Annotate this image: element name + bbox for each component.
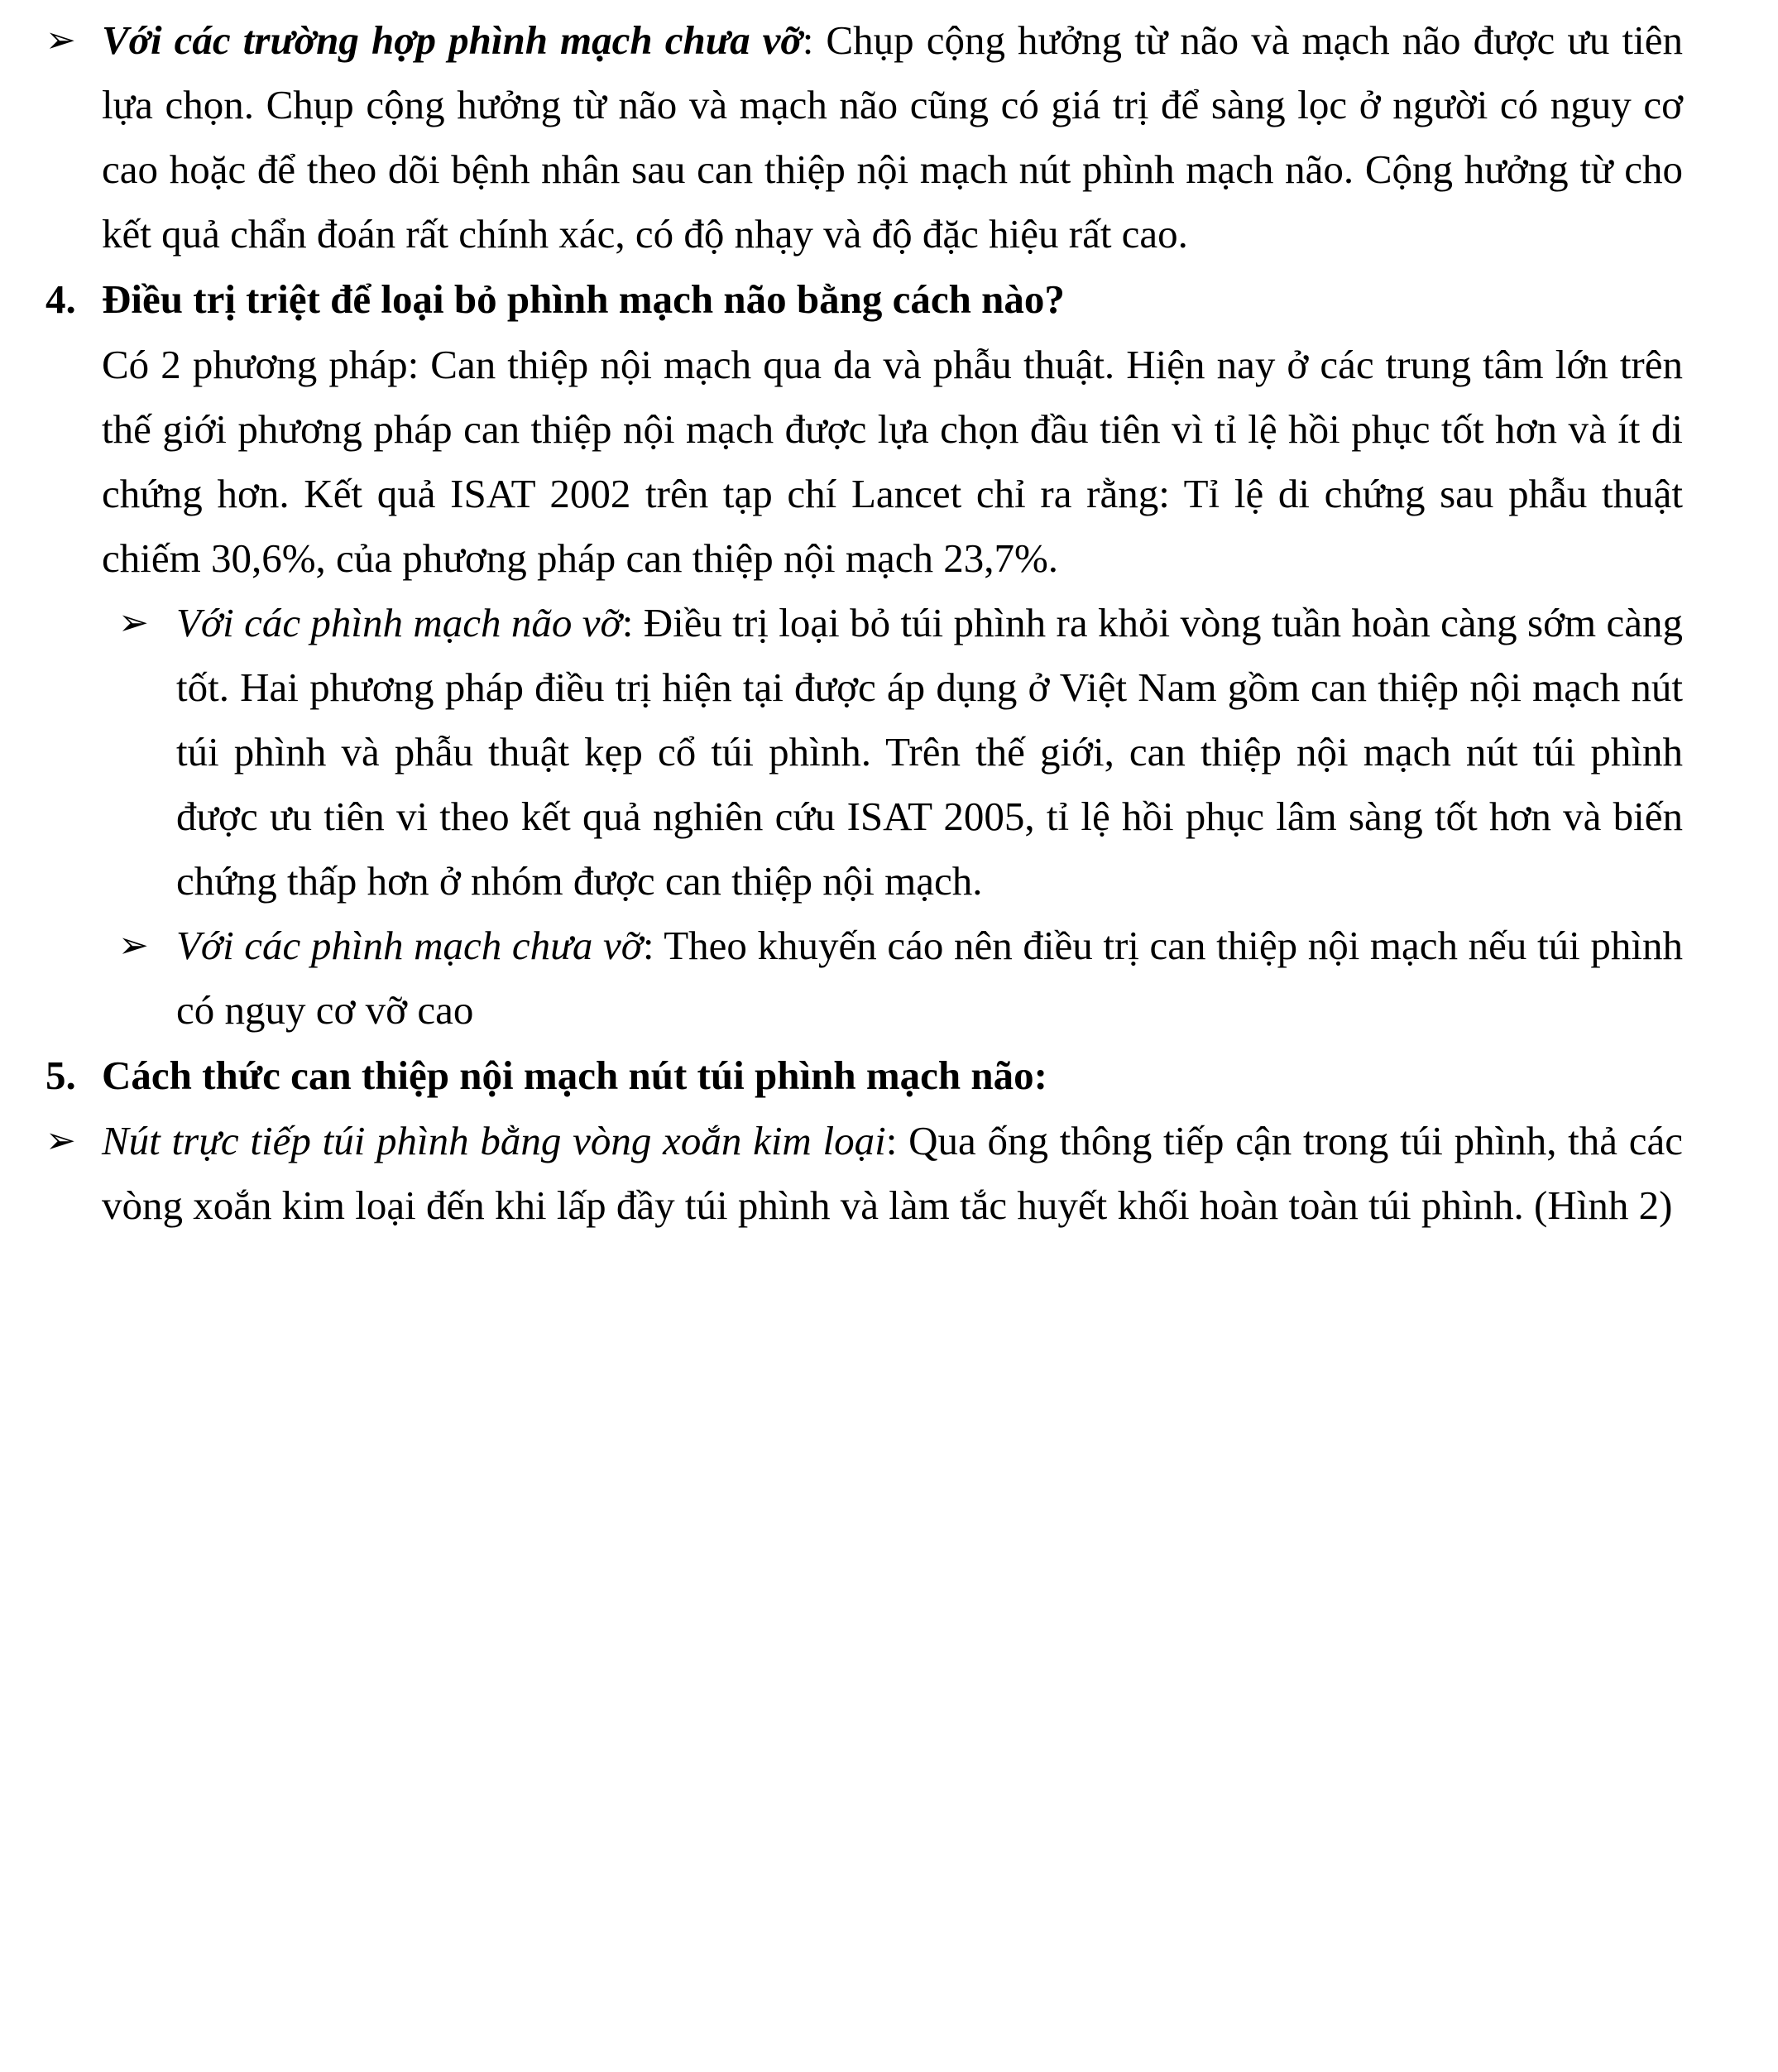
heading-text: Cách thức can thiệp nội mạch nút túi phình mạch não: — [102, 1053, 1047, 1098]
bullet-lead-emphasis: Nút trực tiếp túi phình bằng vòng xoắn kim loại — [102, 1118, 886, 1163]
list-number: 5. — [46, 1053, 76, 1098]
list-number: 4. — [46, 276, 76, 322]
bullet-item-text — [176, 914, 1683, 1043]
paragraph-two-methods: Có 2 phương pháp: Can thiệp nội mạch qua da và phẫu thuật. Hiện nay ở các trung tâm lớn trên thế giới phương pháp can thiệp nội mạch được lựa chọn đầu tiên vì tỉ lệ hồi phục tốt hơn và ít di chứng hơn. Kết quả ISAT 2002 trên tạp chí Lancet chỉ ra rằng: Tỉ lệ di chứng sau phẫu thuật chiếm 30,6%, của phương pháp can thiệp nội mạch 23,7%. — [102, 342, 1683, 581]
bullet-body-text: : Qua ống thông tiếp cận trong túi phình, thả các vòng xoắn kim loại đến khi lấp đầy túi phình và làm tắc huyết khối hoàn toàn túi phình. (Hình 2) — [102, 1118, 1684, 1228]
bullet-lead-emphasis: Với các trường hợp phình mạch chưa vỡ — [102, 17, 803, 63]
bullet-item-text — [176, 591, 1683, 914]
bullet-item-unruptured-imaging — [46, 8, 1683, 266]
bullet-lead-emphasis: Với các phình mạch chưa vỡ — [176, 923, 643, 968]
numbered-heading-4 — [46, 266, 1683, 333]
bullet-arrow-icon: ➢ — [118, 602, 149, 644]
numbered-heading-5 — [46, 1043, 1683, 1109]
bullet-item-text — [102, 1109, 1683, 1238]
bullet-arrow-icon: ➢ — [46, 1120, 76, 1162]
bullet-body-text: : Điều trị loại bỏ túi phình ra khỏi vòng tuần hoàn càng sớm càng tốt. Hai phương pháp điều trị hiện tại được áp dụng ở Việt Nam gồm can thiệp nội mạch nút túi phình và phẫu thuật kẹp cổ túi phình. Trên thế giới, can thiệp nội mạch nút túi phình được ưu tiên vi theo kết quả nghiên cứu ISAT 2005, tỉ lệ hồi phục lâm sàng tốt hơn và biến chứng thấp hơn ở nhóm được can thiệp nội mạch. — [176, 600, 1683, 904]
bullet-item-coil-embolization — [46, 1109, 1683, 1238]
bullet-body-text: : Chụp cộng hưởng từ não và mạch não được ưu tiên lựa chọn. Chụp cộng hưởng từ não và mạch não cũng có giá trị để sàng lọc ở người có nguy cơ cao hoặc để theo dõi bệnh nhân sau can thiệp nội mạch nút phình mạch não. Cộng hưởng từ cho kết quả chẩn đoán rất chính xác, có độ nhạy và độ đặc hiệu rất cao. — [102, 17, 1684, 257]
bullet-lead-emphasis: Với các phình mạch não vỡ — [176, 600, 622, 645]
bullet-arrow-icon: ➢ — [118, 924, 149, 966]
heading-text: Điều trị triệt để loại bỏ phình mạch não bằng cách nào? — [102, 276, 1065, 322]
bullet-arrow-icon: ➢ — [46, 19, 76, 61]
bullet-body-text: : Theo khuyến cáo nên điều trị can thiệp nội mạch nếu túi phình có nguy cơ vỡ cao — [176, 923, 1683, 1033]
bullet-item-unruptured-aneurysm — [46, 914, 1683, 1043]
bullet-item-text — [102, 8, 1683, 266]
bullet-item-ruptured-aneurysm — [46, 591, 1683, 914]
